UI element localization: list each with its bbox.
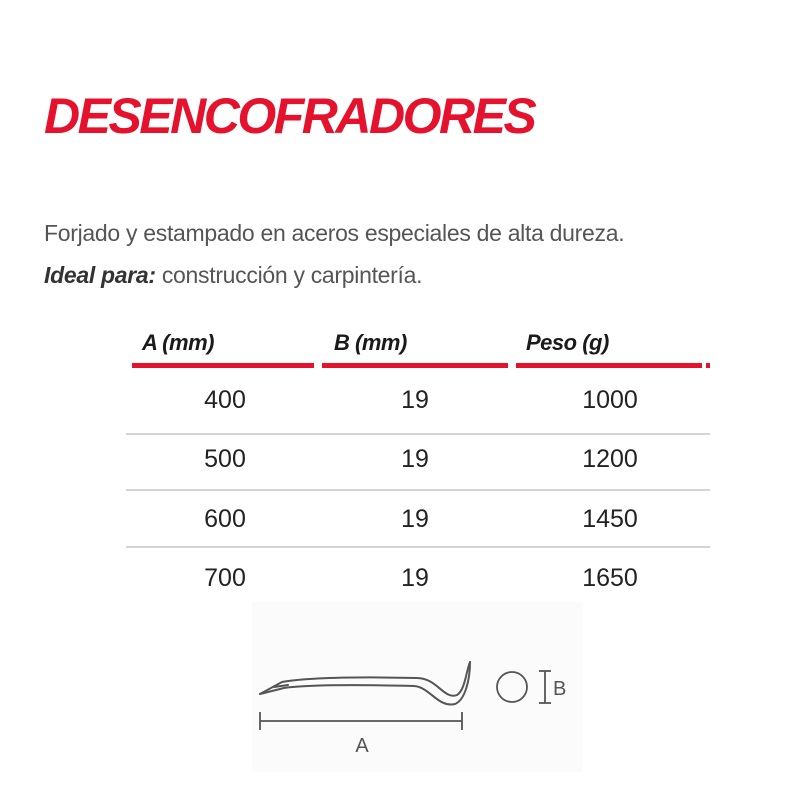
- cell-a: 700: [204, 564, 246, 592]
- cell-a: 500: [204, 445, 246, 473]
- cell-b: 19: [401, 445, 429, 473]
- row-divider: [126, 546, 710, 548]
- cell-a: 400: [204, 386, 246, 414]
- header-underline: [516, 363, 702, 368]
- table-row: [0, 504, 800, 544]
- cell-b: 19: [401, 386, 429, 414]
- header-b: B (mm): [334, 330, 407, 355]
- description-line: Forjado y estampado en aceros especiales de alta dureza.: [44, 220, 625, 246]
- dimension-label-a: A: [355, 735, 369, 757]
- header-underline: [322, 363, 508, 368]
- cell-weight: 1200: [582, 445, 638, 473]
- header-a: A (mm): [142, 330, 214, 355]
- usage-line: [44, 260, 422, 290]
- header-underline: [706, 363, 710, 368]
- cell-weight: 1450: [582, 505, 638, 533]
- row-divider: [126, 433, 710, 435]
- cell-weight: 1000: [582, 386, 638, 414]
- cell-b: 19: [401, 564, 429, 592]
- cell-weight: 1650: [582, 564, 638, 592]
- dimension-label-b: B: [553, 678, 567, 700]
- usage-text: construcción y carpintería.: [155, 262, 423, 288]
- page-title: DESENCOFRADORES: [44, 88, 535, 144]
- cell-a: 600: [204, 505, 246, 533]
- table-row: [0, 444, 800, 484]
- usage-lead: Ideal para:: [44, 262, 156, 288]
- table-row: [0, 563, 800, 603]
- row-divider: [126, 489, 710, 491]
- header-weight: Peso (g): [526, 330, 609, 355]
- table-row: [0, 385, 800, 425]
- crowbar-dimension-diagram: [252, 602, 582, 772]
- header-underline: [132, 363, 314, 368]
- cell-b: 19: [401, 505, 429, 533]
